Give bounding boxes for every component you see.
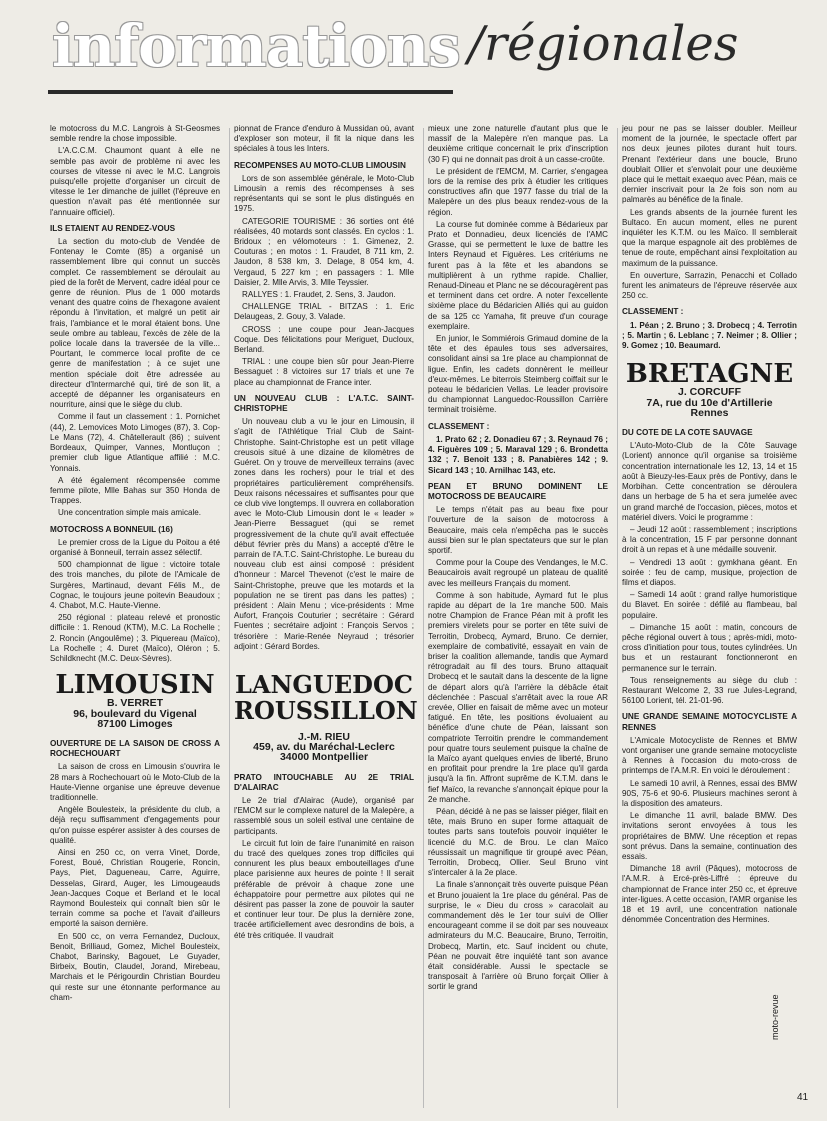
paragraph: L'A.C.C.M. Chaumont quant à elle ne semble pas avoir de problème ni avec les courses de vitesse ni avec le M.C. Langrois puisqu'elle projette d'organiser un circuit de vitesse le 1er dimanche de juillet (l'épreuve en question n'avait pas été mentionnée sur l'annuaire officiel). <box>50 146 220 217</box>
section-heading: UNE GRANDE SEMAINE MOTOCYCLISTE A RENNES <box>622 712 797 732</box>
paragraph: La saison de cross en Limousin s'ouvrira le 28 mars à Rochechouart où le Moto-Club de la Haute-Vienne organise une épreuve devenue traditionnelle. <box>50 762 220 802</box>
paragraph: Lors de son assemblée générale, le Moto-Club Limousin a remis des récompenses à ses représentants qui se sont le plus distingués en 1975. <box>234 173 414 214</box>
paragraph: le motocross du M.C. Langrois à St-Geosmes semble rendre la chose impossible. <box>50 124 220 144</box>
paragraph: Une concentration simple mais amicale. <box>58 508 202 518</box>
section-heading: PEAN ET BRUNO DOMINENT LE MOTOCROSS DE BEAUCAIRE <box>428 481 608 501</box>
header-title-right: /régionales <box>468 16 739 72</box>
section-heading: PRATO INTOUCHABLE AU 2E TRIAL D'ALAIRAC <box>234 772 414 792</box>
section-heading: CLASSEMENT : <box>428 421 490 431</box>
paragraph: – Samedi 14 août : grand rallye humoristique du Blavet. En soirée : défilé au flambeau, bal populaire. <box>622 590 797 620</box>
paragraph: jeu pour ne pas se laisser doubler. Meilleur moment de la journée, le spectacle offert par nos deux jeunes pilotes durant huit tours. Prenant l'extérieur dans une boucle, Bruno doublait Ollier et s'envolait pour une deuxième place qui le mettait exaequo avec Péan, mais ce dernier inscrivait pour la 2e fois son nom au palmarès au bénéfice de la finale. <box>622 124 797 205</box>
correspondent-street: 459, av. du Maréchal-Leclerc <box>253 741 395 754</box>
paragraph: CROSS : une coupe pour Jean-Jacques Coque. Des félicitations pour Meriguet, Ducloux, Berland. <box>234 324 414 355</box>
correspondent-block <box>622 387 797 418</box>
column-divider <box>229 128 230 1108</box>
paragraph: CHALLENGE TRIAL - BITZAS : 1. Eric Delaugeas, 2. Gouy, 3. Valade. <box>234 302 414 322</box>
correspondent-city: 87100 Limoges <box>97 717 173 730</box>
paragraph: mieux une zone naturelle d'autant plus que le massif de la Malepère n'en manque pas. La deuxième critique concernait le prix d'inscription (30 F) qui ne donnait pas droit à un casse-croûte. <box>428 124 608 164</box>
paragraph: Tous renseignements au siège du club : Restaurant Welcome 2, 33 rue Jules-Legrand, 56100 Lorient, tél. 21-01-96. <box>622 675 797 706</box>
header-title-left: informations <box>52 12 460 80</box>
paragraph: RALLYES : 1. Fraudet, 2. Sens, 3. Jaudon. <box>242 290 396 300</box>
paragraph: En junior, le Sommiérois Grimaud domine de la tête et des épaules tous ses adversaires, consolidant ainsi sa 1re place au championnat de ligue. Enfin, les cadets donnèrent le meilleur d'eux-mêmes. Le biterrois Steimberg coiffait sur le poteau le bédaricien Vellas. Le leader provisoire du championnat Languedoc-Roussillon Carrière terminait troisième. <box>428 334 608 415</box>
paragraph: 250 régional : plateau relevé et pronostic difficile : 1. Renoud (KTM), M.C. La Rochelle ; 2. Roncin (Angoulême) ; 3. Piquereau (Maïco), La Rochelle ; 4. Duret (Maïco), Oléron ; 5. Schildknecht (M.C. Deux-Sèvres). <box>50 613 220 663</box>
column-2 <box>234 124 418 943</box>
magazine-name: moto-revue <box>770 994 780 1040</box>
region-title-bretagne: BRETAGNE <box>625 359 794 390</box>
region-title-roussillon: ROUSSILLON <box>234 695 418 725</box>
page-number: 41 <box>797 1092 809 1103</box>
paragraph: Comme à son habitude, Aymard fut le plus rapide au départ de la 1re manche 500. Mais notre Champion de France Péan mit à profit les premiers virelets pour se porter en tête suivi de Terroitin, Drobecq, Aymard, Bruno. Ce dernier, exemplaire de combativité, essayait en vain de briser la coalition allemande, tandis que Aymard rétrogradait au fil des tours. Bruno attaquait Drobecq et le sautait dans la descente de la ligne de départ alors qu'à l'arrière la débâcle était déclenchée : Pascual s'arrêtait avec la roue AR crevée, Ollier en faisait de même avec un moteur fatigué. En tête, les positions évoluaient au bénéfice d'une chute de Péan, laissant son compatriote Terroitin prendre le commandement pour quatre tours seulement puisque la chaîne de la Maïco ayant quelques envies de liberté, Bruno en profitait pour prendre la 1re place qu'il garda jusqu'à la fin. Affront suprême de K.T.M. dans le fief Maïco, la revanche s'annonçait épique pour la 2e manche. <box>428 590 608 804</box>
correspondent-block <box>50 698 220 729</box>
paragraph: CATEGORIE TOURISME : 36 sorties ont été réalisées, 40 motards sont classés. En cyclos : 1. Bridoux ; en vélomoteurs : 1. Gimenez, 2. Couturas ; en motos : 1. Fraudet, 8 711 km, 2. Jaudon, 8 538 km, 3. Delage, 8 054 km, 4. Vergaud, 5 227 km ; en passagers : 1. Mlle Daisier, 2. Mlle Arvis, 3. Mlle Teyssier. <box>234 216 414 287</box>
paragraph: Le dimanche 11 avril, balade BMW. Des invitations seront envoyées à tous les propriétaires de BMW. Une réception et repas sont prévus. Dans la semaine, continuation des essais. <box>622 811 797 861</box>
correspondent-street: 7A, rue du 10e d'Artillerie <box>646 396 773 409</box>
region-title-limousin: LIMOUSIN <box>55 670 215 701</box>
paragraph: TRIAL : une coupe bien sûr pour Jean-Pierre Bessaguet : 8 victoires sur 17 trials et une 7e place au championnat de France inter. <box>234 357 414 387</box>
column-4 <box>622 124 797 927</box>
paragraph: Angèle Boulesteix, la présidente du club, a déjà reçu suffisamment d'engagements pour qu'on puisse espérer assister à des courses de qualité. <box>50 805 220 845</box>
paragraph: 1. Prato 62 ; 2. Donadieu 67 ; 3. Reynaud 76 ; 4. Figuères 109 ; 5. Maraval 129 ; 6. Brondetta 132 ; 7. Benoit 133 ; 8. Panabières 142 ; 9. Sicard 143 ; 10. Arnilhac 143, etc. <box>428 434 608 475</box>
column-3 <box>428 124 608 995</box>
paragraph: Les grands absents de la journée furent les Bultaco. En aucun moment, elles ne purent inquiéter les K.T.M. ou les Maïco. Il semblerait que la marque espagnole ait des problèmes de tenue de route, empêchant ainsi l'exploitation au maximum de la puissance. <box>622 207 797 268</box>
paragraph: La finale s'annonçait très ouverte puisque Péan et Bruno jouaient la 1re place du général. Pas de surprise, le « Dieu du cross » caracolait au commandement dès le 1er tour suivi de Ollier encourageant comme il se doit par ses nouveaux admirateurs du M.C. Beaucaire, Bruno, Terroitin, Drobecq, Martin, etc. Sauf incident ou chute, Péan ne pouvait être inquiété tant son avance était considérable. Aussi le spectacle se transposait à l'arrière où Bruno forçait Ollier à sortir le grand <box>428 880 608 992</box>
paragraph: Le temps n'était pas au beau fixe pour l'ouverture de la saison de motocross à Beaucaire, mais cela n'empêcha pas le succès aussi bien sur le plan spectateurs que sur le plan sportif. <box>428 505 608 555</box>
column-1 <box>50 124 220 1005</box>
paragraph: Comme pour la Coupe des Vendanges, le M.C. Beaucairois avait regroupé un plateau de qualité avec les meilleurs Français du moment. <box>428 558 608 588</box>
section-heading: MOTOCROSS A BONNEUIL (16) <box>50 524 173 534</box>
paragraph: A été également récompensée comme femme pilote, Mlle Bahas sur 350 Honda de Trappes. <box>50 475 220 506</box>
paragraph: Comme il faut un classement : 1. Pornichet (44), 2. Lemovices Moto Limoges (87), 3. Cop-Le Mans (72), 4. Châtellerault (86) ; suivent Bordeaux, Quimper, Vannes, Montluçon ; premier club ligue Atlantique affilié : M.C. Yonnais. <box>50 412 220 473</box>
header-rule <box>48 90 453 94</box>
section-heading: UN NOUVEAU CLUB : L'A.T.C. SAINT-CHRISTOPHE <box>234 393 414 414</box>
correspondent-name: B. VERRET <box>106 697 163 710</box>
section-heading: OUVERTURE DE LA SAISON DE CROSS A ROCHECHOUART <box>50 738 220 759</box>
paragraph: Dimanche 18 avril (Pâques), motocross de l'A.M.R. à Ercé-près-Liffré : épreuve du championnat de France inter 250 cc, et épreuve inter-ligues. A cette occasion, l'AMR organise les 18 et 19 avril, une concentration nationale dénommée Concentration des Hermines. <box>622 864 797 925</box>
section-heading: RECOMPENSES AU MOTO-CLUB LIMOUSIN <box>234 160 406 170</box>
paragraph: Le 2e trial d'Alairac (Aude), organisé par l'EMCM sur le complexe naturel de la Malepère, a rassemblé sous un soleil estival une centaine de participants. <box>234 795 414 836</box>
correspondent-name: J. CORCUFF <box>678 386 741 399</box>
paragraph: L'Amicale Motocycliste de Rennes et BMW vont organiser une grande semaine motocycliste à Rennes à l'occasion du moto-cross de printemps de l'A.M.R. En voici le déroulement : <box>622 735 797 776</box>
correspondent-city: 34000 Montpellier <box>279 751 369 764</box>
section-heading: CLASSEMENT : <box>622 307 684 317</box>
region-title-languedoc: LANGUEDOC <box>235 669 413 699</box>
paragraph: – Vendredi 13 août : gymkhana géant. En soirée : feu de camp, musique, projection de films et diapos. <box>622 557 797 587</box>
paragraph: 500 championnat de ligue : victoire totale des trois manches, du pilote de l'Amicale de Surgères, Martinaud, devant Félis M., de Cognac, le toujours jeune poitevin Beaudoux ; 4. Chabot, M.C. Haute-Vienne. <box>50 560 220 610</box>
paragraph: Un nouveau club a vu le jour en Limousin, il s'agit de l'Athlétique Trial Club de Saint-Christophe. Saint-Christophe est un petit village creusois situé à une dizaine de kilomètres de Guéret. On y trouve de merveilleux terrains (avec zones dans les rochers) pour le trial et des propriétaires particulièrement compréhensifs. Deux raisons nécessaires et suffisantes pour que ce club vive longtemps. Il ouvrera en collaboration avec le Moto-Club Limousin dont le « leader » Jean-Pierre Bessaguet (qui se remet progressivement de la chute qu'il avait effectuée début février près du Mans) a accepté d'être le parrain de l'A.T.C. Saint-Christophe. Le bureau du nouveau club est ainsi composé : président d'honneur : Marcel Thevenot (c'est le maire de Saint-Christophe, preuve que les motards et la population ne se tirent pas dans les pattes) ; président : Alain Menu ; vice-présidents : Mme Aufort, François Couturier ; secrétaire : Gérard Fuentes ; secrétaire adjoint : François Servos ; trésorière : Marie-Renée Neyraud ; trésorier adjoint : Gérard Bordes. <box>234 417 414 651</box>
correspondent-street: 96, boulevard du Vigenal <box>73 707 197 720</box>
paragraph: En ouverture, Sarrazin, Penacchi et Collado furent les animateurs de l'épreuve réservée aux 250 cc. <box>622 270 797 301</box>
correspondent-city: Rennes <box>690 406 729 419</box>
paragraph: L'Auto-Moto-Club de la Côte Sauvage (Lorient) annonce qu'il organise sa troisième concentration internationale les 12, 13, 14 et 15 août à Bieuzy-les-Eaux près de Pontivy, dans le Morbihan. Cette concentration se déroulera dans un herbage de 5 ha et sera jumelée avec un grand marché de l'occasion, pièces, motos et matériel divers. Voici le programme : <box>622 441 797 522</box>
paragraph: Ainsi en 250 cc, on verra Vinet, Dorde, Forest, Boué, Christian Rougerie, Roncin, Pays, Piet, Dagueneau, Carre, Aguirre, Desselas, Girard, Auger, les Limougeauds Jean-Jacques Coque et Berland et le local Raymond Boulesteix qui connaît bien sûr le terrain comme sa poche et l'avait d'ailleurs emporté la saison dernière. <box>50 848 220 929</box>
correspondent-block <box>234 732 414 763</box>
section-heading: DU COTE DE LA COTE SAUVAGE <box>622 428 753 438</box>
section-heading: ILS ETAIENT AU RENDEZ-VOUS <box>50 223 176 233</box>
paragraph: – Jeudi 12 août : rassemblement ; inscriptions à la concentration, 15 F par personne donnant droit à un repas et à une médaille souvenir. <box>622 524 797 555</box>
page-header <box>48 6 810 116</box>
column-divider <box>617 128 618 1108</box>
paragraph: La section du moto-club de Vendée de Fontenay le Comte (85) a organisé un rassemblement libre qui connut un succès complet. Ce rassemblement se déroulait au pied de la forêt de Mervent, cadre idéal pour ce genre de réunion. Plus de 1 000 motards venant des quatre coins de l'hexagone avaient répondu à l'invitation, et malgré un petit air frais, l'ambiance et le moral étaient bons. Une seule ombre au tableau, l'excès de zèle de la police locale dans la traversée de la ville... Pourtant, le commerce local profite de ce genre de manifestation ; à ce sujet une mention spéciale doit être adressée au directeur d'Intermarché qui, tiré de son lit, a accepté de dépanner les organisateurs en nourriture, ainsi que le siège du club. <box>50 237 220 410</box>
paragraph: pionnat de France d'enduro à Mussidan où, avant d'exploser son moteur, il fit la nique dans les spéciales à tous les Inters. <box>234 124 414 154</box>
paragraph: Péan, décidé à ne pas se laisser piéger, filait en tête, mais Bruno en super forme attaquait de toutes parts sans toutefois pouvoir inquiéter le licencié du M.C. de Brou. Le clan Maïco réussissait un magnifique tir groupé avec Péan, Terroitin, Drobecq, Ollier. Seul Bruno vint s'intercaler à la 2e place. <box>428 807 608 878</box>
paragraph: Le samedi 10 avril, à Rennes, essai des BMW 90S, 75-6 et 90-6. Plusieurs machines seront à la disposition des amateurs. <box>622 778 797 808</box>
paragraph: 1. Péan ; 2. Bruno ; 3. Drobecq ; 4. Terrotin ; 5. Martin ; 6. Leblanc ; 7. Neimer ; 8. Ollier ; 9. Gomez ; 10. Beaumard. <box>622 320 797 351</box>
paragraph: Le premier cross de la Ligue du Poitou a été organisé à Bonneuil, terrain assez sélectif. <box>50 537 220 557</box>
column-divider <box>423 128 424 1108</box>
correspondent-name: J.-M. RIEU <box>298 730 350 743</box>
paragraph: En 500 cc, on verra Fernandez, Ducloux, Benoit, Brilliaud, Gomez, Michel Boulesteix, Chabot, Barinsky, Bagouet, Le Guyader, Birbeix, Boutin, Claudel, Jorand, Mirebeau, Marchais et le Périgourdin Christian Bourdeu qui reste sur une étonnante performance au cham- <box>50 931 220 1002</box>
paragraph: Le circuit fut loin de faire l'unanimité en raison du tracé des quelques zones trop difficiles qui connurent les plus beaux embouteillages d'une place parisienne aux heures de pointe ! Il serait préférable de prévoir à chaque zone une échappatoire pour permettre aux pilotes qui ne désirent pas passer la zone de pouvoir la sauter et continuer leur tour. De plus la dernière zone, tracée artificiellement avec desrondins de bois, a été très critiquée. Il vaudrait <box>234 838 414 940</box>
paragraph: – Dimanche 15 août : matin, concours de pêche régional ouvert à tous ; après-midi, moto-cross d'initiation pour tous, toutes cylindrées. Un bus et un restaurant fonctionneront en permanence sur le terrain. <box>622 622 797 673</box>
paragraph: La course fut dominée comme à Bédarieux par Prato et Donnadieu, deux licenciés de l'AMC Grasse, qui se permettent le luxe de battre les Inters Reynaud et Figuères. Les critériums ne furent pas à la fête et les abandons se multiplièrent à un rythme rapide. Challier, Renaud-Dineau et Planc ne se découragèrent pas et terminent dans cet ordre. A noter l'excellente sixième place du Bédaricien Alliés qui au guidon de sa 125 cc Yamaha, fit preuve d'un courage exemplaire. <box>428 219 608 331</box>
paragraph: Le président de l'EMCM, M. Carrier, s'engagea lors de la remise des prix à étudier les critiques constructives afin que 1977 fasse du trial de la Malepère un des plus beaux rendez-vous de la région. <box>428 166 608 217</box>
